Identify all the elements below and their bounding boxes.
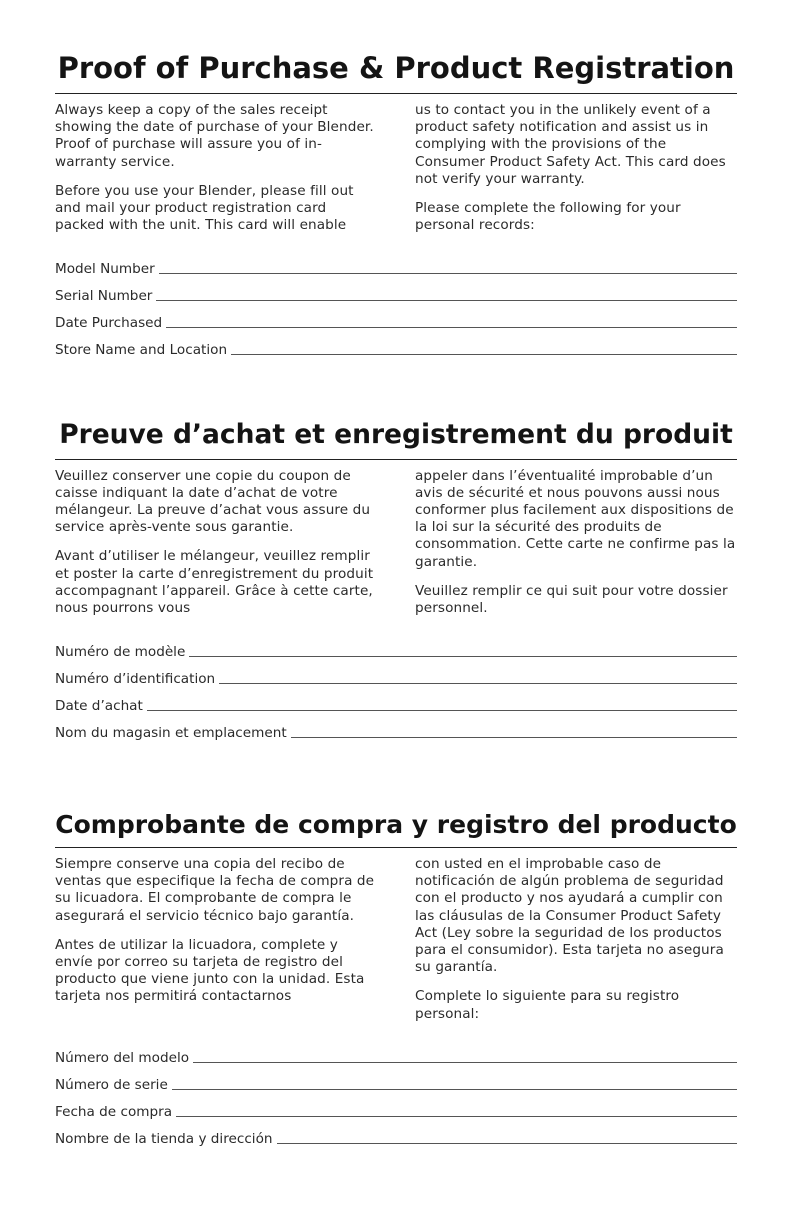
fill-in-line[interactable] <box>189 656 737 657</box>
spanish-paragraph: Siempre conserve una copia del recibo de ventas que especifique la fecha de compra de su licuadora. El comprobante de compra le asegurará el servicio técnico bajo garantía. <box>55 856 375 924</box>
store-name-location-field-fr[interactable] <box>55 714 737 741</box>
spanish-column-left <box>55 856 377 1035</box>
french-form <box>55 633 737 741</box>
field-label: Número de serie <box>55 1076 168 1093</box>
french-paragraph: Veuillez remplir ce qui suit pour votre dossier personnel. <box>415 582 728 616</box>
serial-number-field[interactable] <box>55 277 737 304</box>
spanish-paragraph: con usted en el improbable caso de notificación de algún problema de seguridad con el producto y nos ayudará a cumplir con las cláusulas de la Consumer Product Safety Act (Ley sobre la seguridad de los productos para el consumidor). Esta tarjeta no asegura su garantía. <box>415 856 724 976</box>
english-column-right <box>415 102 737 246</box>
model-number-field-fr[interactable] <box>55 633 737 660</box>
english-section <box>55 51 737 359</box>
field-label: Serial Number <box>55 288 153 305</box>
spanish-column-right <box>415 856 737 1035</box>
english-paragraph: Please complete the following for your personal records: <box>415 200 681 234</box>
french-paragraph: Avant d’utiliser le mélangeur, veuillez remplir et poster la carte d’enregistrement du produit accompagnant l’appareil. Grâce à cette carte, nous pourrons vous <box>55 548 374 616</box>
store-name-location-field[interactable] <box>55 331 737 358</box>
fill-in-line[interactable] <box>159 273 737 274</box>
french-title: Preuve d’achat et enregistrement du produit <box>59 419 733 450</box>
field-label: Nom du magasin et emplacement <box>55 725 287 742</box>
field-label: Fecha de compra <box>55 1103 173 1120</box>
fill-in-line[interactable] <box>231 354 737 355</box>
fill-in-line[interactable] <box>277 1143 737 1144</box>
spanish-divider <box>55 847 737 848</box>
model-number-field[interactable] <box>55 250 737 277</box>
english-column-left <box>55 102 377 246</box>
french-paragraph: appeler dans l’éventualité improbable d’un avis de sécurité et nous pouvons aussi nous conformer plus facilement aux dispositions de la loi sur la sécurité des produits de consommation. Cette carte ne confirme pas la garantie. <box>415 467 736 570</box>
french-divider <box>55 459 737 460</box>
french-body <box>55 468 737 630</box>
field-label: Número del modelo <box>55 1049 190 1066</box>
french-column-left <box>55 468 377 630</box>
french-section <box>55 419 737 742</box>
field-label: Date d’achat <box>55 698 143 715</box>
fill-in-line[interactable] <box>156 300 737 301</box>
serial-number-field-es[interactable] <box>55 1066 737 1093</box>
field-label: Model Number <box>55 261 155 278</box>
fill-in-line[interactable] <box>147 710 737 711</box>
fill-in-line[interactable] <box>176 1116 737 1117</box>
english-divider <box>55 93 737 94</box>
date-purchased-field[interactable] <box>55 304 737 331</box>
spanish-title: Comprobante de compra y registro del producto <box>55 810 737 839</box>
field-label: Nombre de la tienda y dirección <box>55 1130 273 1147</box>
purchase-date-field-fr[interactable] <box>55 687 737 714</box>
english-paragraph: us to contact you in the unlikely event of a product safety notification and assist us in complying with the provisions of the Consumer Product Safety Act. This card does not verify your warranty. <box>415 102 726 187</box>
spanish-section <box>55 812 737 1147</box>
field-label: Store Name and Location <box>55 342 228 359</box>
fill-in-line[interactable] <box>219 683 737 684</box>
field-label: Numéro d’identification <box>55 671 216 688</box>
identification-number-field-fr[interactable] <box>55 660 737 687</box>
store-name-address-field-es[interactable] <box>55 1120 737 1147</box>
model-number-field-es[interactable] <box>55 1039 737 1066</box>
spanish-paragraph: Complete lo siguiente para su registro personal: <box>415 988 680 1022</box>
field-label: Date Purchased <box>55 315 163 332</box>
english-form <box>55 250 737 358</box>
fill-in-line[interactable] <box>193 1062 737 1063</box>
spanish-paragraph: Antes de utilizar la licuadora, complete y envíe por correo su tarjeta de registro del producto que viene junto con la unidad. Esta tarjeta nos permitirá contactarnos <box>55 936 365 1005</box>
purchase-date-field-es[interactable] <box>55 1093 737 1120</box>
english-title: Proof of Purchase & Product Registration <box>57 51 735 85</box>
fill-in-line[interactable] <box>166 327 737 328</box>
field-label: Numéro de modèle <box>55 644 186 661</box>
fill-in-line[interactable] <box>172 1089 737 1090</box>
english-paragraph: Always keep a copy of the sales receipt showing the date of purchase of your Blender. Proof of purchase will assure you of in-warranty service. <box>55 102 374 170</box>
spanish-body <box>55 856 737 1035</box>
english-paragraph: Before you use your Blender, please fill out and mail your product registration card packed with the unit. This card will enable <box>55 182 354 234</box>
french-column-right <box>415 468 737 630</box>
fill-in-line[interactable] <box>291 737 737 738</box>
french-paragraph: Veuillez conserver une copie du coupon de caisse indiquant la date d’achat de votre mélangeur. La preuve d’achat vous assure du service après-vente sous garantie. <box>55 467 371 536</box>
spanish-form <box>55 1039 737 1147</box>
english-body <box>55 102 737 246</box>
